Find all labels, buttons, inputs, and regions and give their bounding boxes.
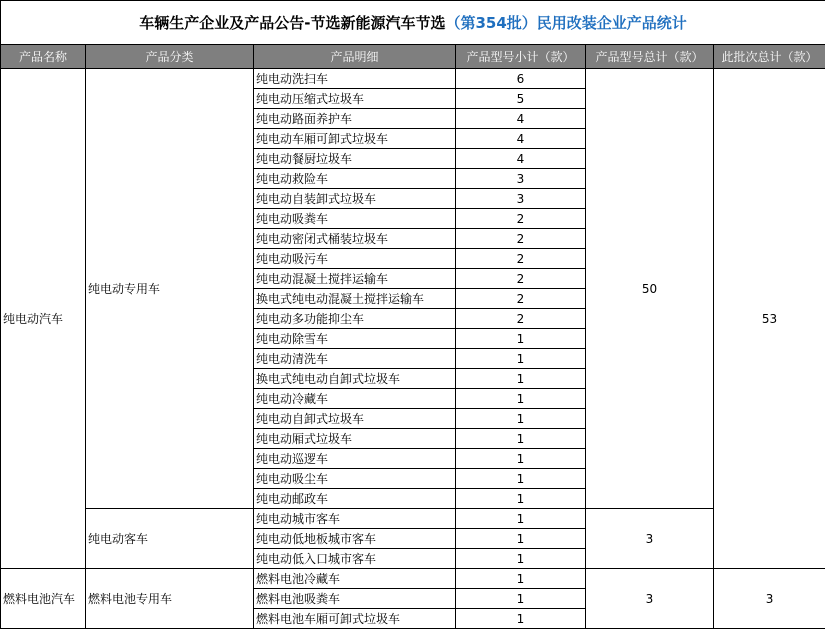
model-total-cell: 3 — [586, 569, 714, 629]
model-subtotal-cell: 2 — [456, 249, 586, 269]
title-highlight: （第354批）民用改装企业产品统计 — [445, 14, 687, 32]
header-product-detail: 产品明细 — [254, 45, 456, 69]
model-subtotal-cell: 4 — [456, 149, 586, 169]
product-name-cell: 燃料电池汽车 — [1, 569, 86, 629]
product-category-cell: 燃料电池专用车 — [86, 569, 254, 629]
product-detail-cell: 纯电动救险车 — [254, 169, 456, 189]
header-product-name: 产品名称 — [1, 45, 86, 69]
model-subtotal-cell: 1 — [456, 509, 586, 529]
model-subtotal-cell: 1 — [456, 469, 586, 489]
product-detail-cell: 纯电动清洗车 — [254, 349, 456, 369]
table-row — [1, 509, 825, 529]
model-subtotal-cell: 2 — [456, 269, 586, 289]
product-detail-cell: 燃料电池吸粪车 — [254, 589, 456, 609]
header-batch-total: 此批次总计（款） — [714, 45, 825, 69]
product-category-cell: 纯电动专用车 — [86, 69, 254, 509]
product-detail-cell: 纯电动低地板城市客车 — [254, 529, 456, 549]
model-subtotal-cell: 1 — [456, 589, 586, 609]
model-subtotal-cell: 2 — [456, 289, 586, 309]
product-detail-cell: 纯电动冷藏车 — [254, 389, 456, 409]
model-subtotal-cell: 1 — [456, 449, 586, 469]
model-subtotal-cell: 5 — [456, 89, 586, 109]
product-detail-cell: 纯电动混凝土搅拌运输车 — [254, 269, 456, 289]
table-body — [1, 69, 825, 629]
product-detail-cell: 纯电动低入口城市客车 — [254, 549, 456, 569]
model-subtotal-cell: 1 — [456, 529, 586, 549]
table-title — [1, 1, 825, 45]
product-detail-cell: 纯电动吸尘车 — [254, 469, 456, 489]
model-subtotal-cell: 1 — [456, 349, 586, 369]
model-subtotal-cell: 1 — [456, 369, 586, 389]
product-detail-cell: 换电式纯电动自卸式垃圾车 — [254, 369, 456, 389]
model-subtotal-cell: 6 — [456, 69, 586, 89]
header-model-total: 产品型号总计（款） — [586, 45, 714, 69]
table-row — [1, 69, 825, 89]
model-total-cell: 50 — [586, 69, 714, 509]
batch-total-cell: 3 — [714, 569, 825, 629]
product-detail-cell: 纯电动密闭式桶装垃圾车 — [254, 229, 456, 249]
model-subtotal-cell: 1 — [456, 389, 586, 409]
product-detail-cell: 纯电动城市客车 — [254, 509, 456, 529]
product-detail-cell: 纯电动多功能抑尘车 — [254, 309, 456, 329]
batch-total-cell: 53 — [714, 69, 825, 569]
model-subtotal-cell: 1 — [456, 409, 586, 429]
model-subtotal-cell: 3 — [456, 169, 586, 189]
model-subtotal-cell: 1 — [456, 329, 586, 349]
product-detail-cell: 纯电动巡逻车 — [254, 449, 456, 469]
product-detail-cell: 纯电动自装卸式垃圾车 — [254, 189, 456, 209]
model-subtotal-cell: 4 — [456, 129, 586, 149]
product-detail-cell: 纯电动邮政车 — [254, 489, 456, 509]
model-subtotal-cell: 1 — [456, 569, 586, 589]
product-detail-cell: 纯电动餐厨垃圾车 — [254, 149, 456, 169]
model-subtotal-cell: 4 — [456, 109, 586, 129]
product-detail-cell: 纯电动洗扫车 — [254, 69, 456, 89]
model-subtotal-cell: 2 — [456, 229, 586, 249]
model-total-cell: 3 — [586, 509, 714, 569]
model-subtotal-cell: 1 — [456, 489, 586, 509]
product-detail-cell: 纯电动压缩式垃圾车 — [254, 89, 456, 109]
header-row — [1, 45, 825, 69]
model-subtotal-cell: 1 — [456, 429, 586, 449]
product-detail-cell: 纯电动路面养护车 — [254, 109, 456, 129]
product-name-cell: 纯电动汽车 — [1, 69, 86, 569]
model-subtotal-cell: 3 — [456, 189, 586, 209]
product-detail-cell: 燃料电池车厢可卸式垃圾车 — [254, 609, 456, 629]
model-subtotal-cell: 1 — [456, 609, 586, 629]
model-subtotal-cell: 2 — [456, 309, 586, 329]
product-detail-cell: 纯电动厢式垃圾车 — [254, 429, 456, 449]
product-detail-cell: 纯电动吸粪车 — [254, 209, 456, 229]
product-detail-cell: 纯电动车厢可卸式垃圾车 — [254, 129, 456, 149]
header-model-subtotal: 产品型号小计（款） — [456, 45, 586, 69]
product-detail-cell: 换电式纯电动混凝土搅拌运输车 — [254, 289, 456, 309]
product-detail-cell: 燃料电池冷藏车 — [254, 569, 456, 589]
model-subtotal-cell: 1 — [456, 549, 586, 569]
product-detail-cell: 纯电动自卸式垃圾车 — [254, 409, 456, 429]
table-row — [1, 569, 825, 589]
product-detail-cell: 纯电动除雪车 — [254, 329, 456, 349]
header-product-category: 产品分类 — [86, 45, 254, 69]
title-main: 车辆生产企业及产品公告-节选新能源汽车节选 — [139, 14, 446, 32]
product-category-cell: 纯电动客车 — [86, 509, 254, 569]
product-detail-cell: 纯电动吸污车 — [254, 249, 456, 269]
model-subtotal-cell: 2 — [456, 209, 586, 229]
